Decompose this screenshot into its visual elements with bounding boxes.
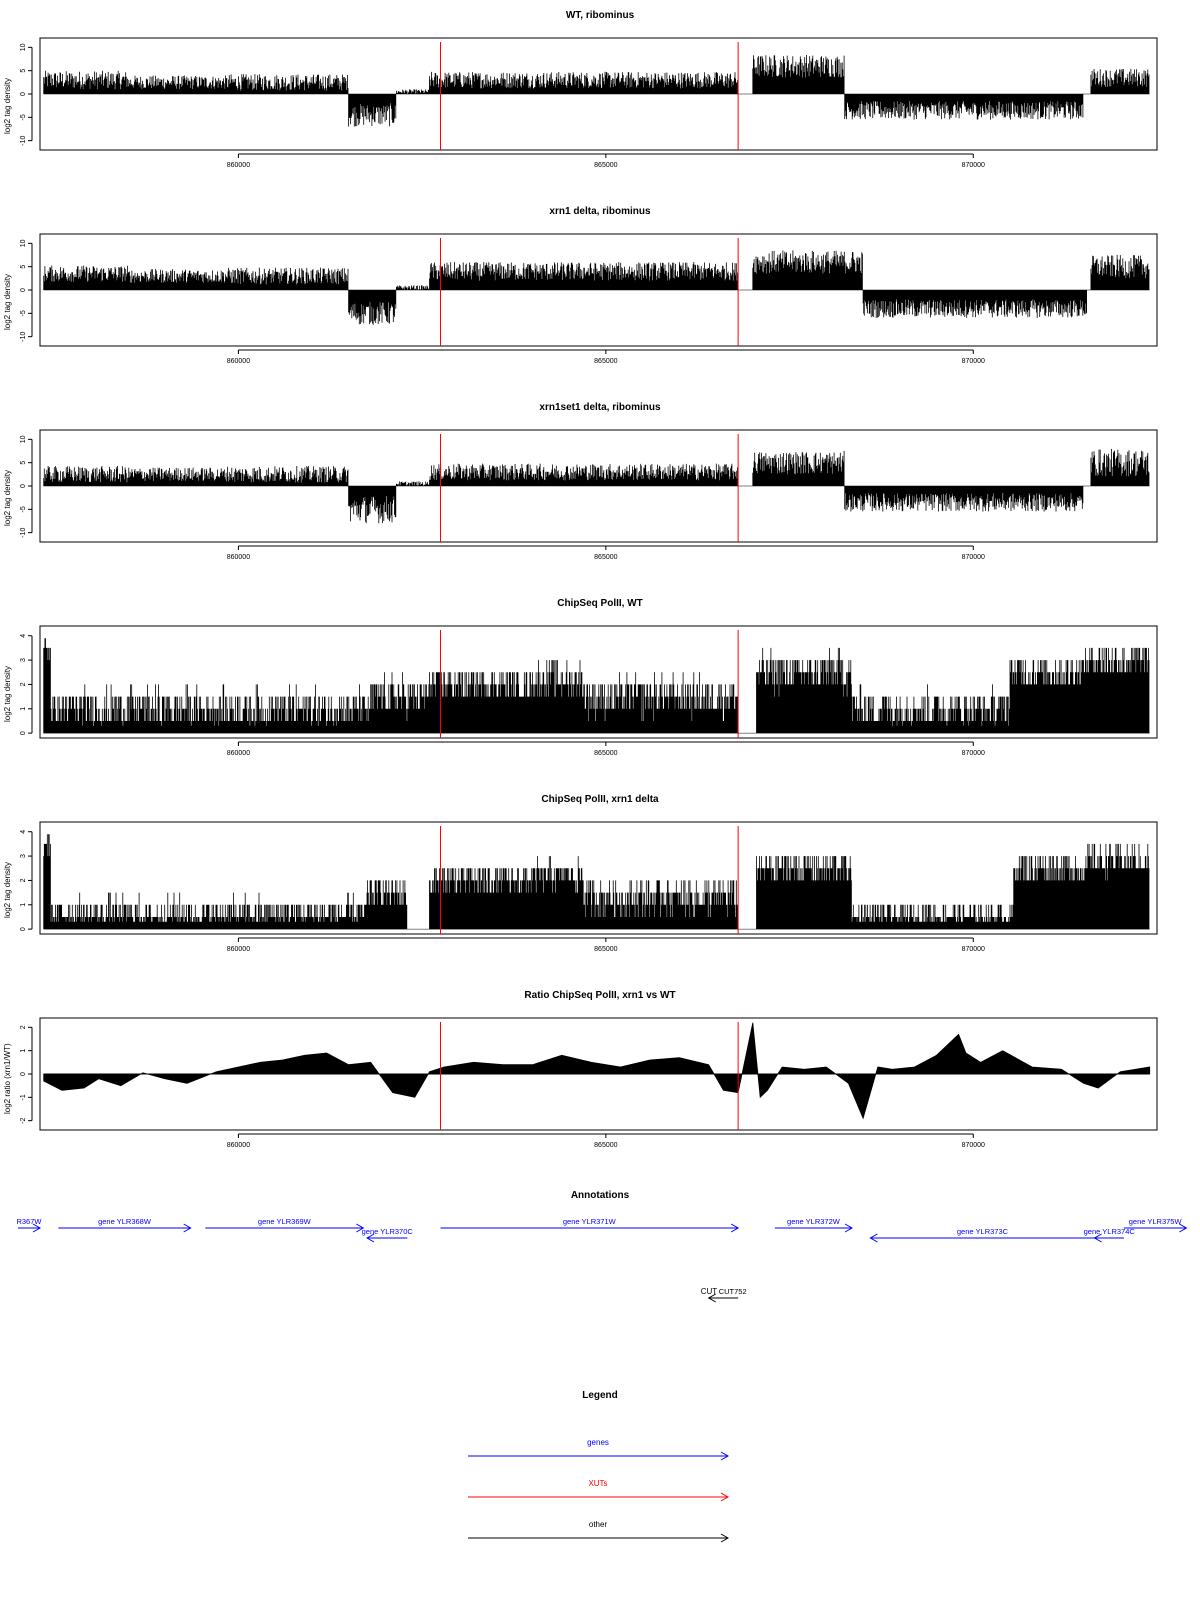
annotations-svg — [0, 1210, 1200, 1330]
cut-label-2: CUT752 — [718, 1287, 747, 1296]
chart-svg — [0, 196, 1200, 392]
x-tick-label: 860000 — [226, 554, 251, 561]
density-bars — [44, 55, 1149, 127]
y-tick-label: 10 — [20, 43, 27, 52]
gene-label: gene YLR368W — [98, 1217, 151, 1226]
x-tick-label: 865000 — [594, 750, 618, 757]
y-tick-label: -2 — [20, 1117, 27, 1124]
y-axis-label: log2 tag density — [3, 469, 12, 526]
chart-title: ChipSeq PolII, WT — [557, 598, 643, 609]
density-bars — [44, 834, 1149, 929]
y-tick-label: -10 — [20, 331, 27, 342]
data-series — [44, 449, 1150, 523]
chart-svg — [0, 588, 1200, 784]
y-tick-label: 5 — [20, 68, 27, 73]
density-bars — [44, 250, 1149, 324]
data-series — [44, 638, 1150, 733]
y-tick-label: -10 — [20, 527, 27, 538]
y-tick-label: 2 — [20, 682, 27, 687]
gene-label: R367W — [16, 1217, 42, 1226]
x-tick-label: 860000 — [226, 358, 251, 365]
x-tick-label: 865000 — [594, 358, 618, 365]
y-tick-label: 0 — [20, 92, 27, 96]
chart-svg — [0, 392, 1200, 588]
legend-block — [0, 1390, 1200, 1590]
x-tick-label: 865000 — [594, 1142, 618, 1149]
y-tick-label: 0 — [20, 731, 27, 736]
y-tick-label: -5 — [20, 310, 27, 317]
data-series — [44, 834, 1150, 929]
y-tick-label: 1 — [20, 902, 27, 907]
y-tick-label: 0 — [20, 927, 27, 932]
legend-title: Legend — [582, 1390, 618, 1401]
legend-svg — [0, 1410, 1200, 1570]
data-series — [44, 55, 1150, 127]
y-tick-label: -5 — [20, 114, 27, 121]
y-axis-label: log2 tag density — [3, 861, 12, 918]
y-tick-label: 1 — [20, 706, 27, 711]
y-axis-label: log2 tag density — [3, 665, 12, 722]
annotations-track — [0, 1190, 1200, 1390]
x-tick-label: 870000 — [961, 946, 985, 953]
y-tick-label: 5 — [20, 460, 27, 465]
y-axis-label: log2 tag density — [3, 273, 12, 330]
chart-title: WT, ribominus — [565, 10, 635, 21]
chart-title: xrn1 delta, ribominus — [549, 206, 651, 217]
chart-panel — [0, 588, 1200, 784]
chart-title: Ratio ChipSeq PolII, xrn1 vs WT — [524, 990, 676, 1001]
chart-panel — [0, 0, 1200, 196]
chart-svg — [0, 0, 1200, 196]
gene-label: gene YLR371W — [562, 1217, 616, 1226]
chart-panel — [0, 392, 1200, 588]
y-tick-label: 1 — [20, 1048, 27, 1053]
chart-svg — [0, 980, 1200, 1176]
cut-label: CUT — [700, 1287, 718, 1296]
y-tick-label: 2 — [20, 878, 27, 883]
x-tick-label: 860000 — [226, 750, 251, 757]
chart-svg — [0, 784, 1200, 980]
y-tick-label: 4 — [20, 633, 27, 638]
chart-panel — [0, 980, 1200, 1176]
x-tick-label: 870000 — [961, 554, 985, 561]
y-tick-label: 0 — [20, 288, 27, 292]
x-tick-label: 870000 — [961, 1142, 985, 1149]
x-tick-label: 870000 — [961, 162, 985, 169]
x-tick-label: 860000 — [226, 162, 251, 169]
ratio-area — [44, 1023, 1150, 1119]
y-axis-label: log2 ratio (xrn1/WT) — [3, 1043, 12, 1114]
x-tick-label: 865000 — [594, 554, 618, 561]
x-tick-label: 865000 — [594, 946, 618, 953]
density-bars — [44, 638, 1149, 733]
chart-panel — [0, 784, 1200, 980]
annotations-title: Annotations — [570, 1190, 630, 1201]
y-tick-label: 0 — [20, 484, 27, 488]
y-tick-label: 10 — [20, 239, 27, 248]
y-tick-label: 2 — [20, 1025, 27, 1030]
y-axis-label: log2 tag density — [3, 77, 12, 134]
legend-label: other — [588, 1520, 608, 1529]
chart-panel — [0, 196, 1200, 392]
x-tick-label: 870000 — [961, 358, 985, 365]
gene-label: gene YLR372W — [787, 1217, 840, 1226]
y-tick-label: 3 — [20, 854, 27, 859]
legend-label: genes — [587, 1438, 609, 1447]
x-tick-label: 860000 — [226, 946, 251, 953]
y-tick-label: -10 — [20, 135, 27, 146]
x-tick-label: 860000 — [226, 1142, 251, 1149]
gene-label: gene YLR375W — [1128, 1217, 1182, 1226]
y-tick-label: 0 — [20, 1072, 27, 1076]
y-tick-label: 10 — [20, 435, 27, 444]
y-tick-label: 4 — [20, 829, 27, 834]
gene-label: gene YLR370C — [361, 1227, 413, 1236]
y-tick-label: 3 — [20, 658, 27, 663]
data-series — [44, 250, 1150, 324]
data-series — [44, 1023, 1150, 1119]
gene-label: gene YLR374C — [1083, 1227, 1135, 1236]
x-tick-label: 865000 — [594, 162, 618, 169]
x-tick-label: 870000 — [961, 750, 985, 757]
y-tick-label: -1 — [20, 1094, 27, 1101]
chart-title: ChipSeq PolII, xrn1 delta — [541, 794, 659, 805]
y-tick-label: -5 — [20, 506, 27, 513]
y-tick-label: 5 — [20, 264, 27, 269]
gene-label: gene YLR369W — [257, 1217, 311, 1226]
gene-label: gene YLR373C — [956, 1227, 1009, 1236]
chart-title: xrn1set1 delta, ribominus — [539, 402, 661, 413]
legend-label: XUTs — [588, 1479, 608, 1488]
